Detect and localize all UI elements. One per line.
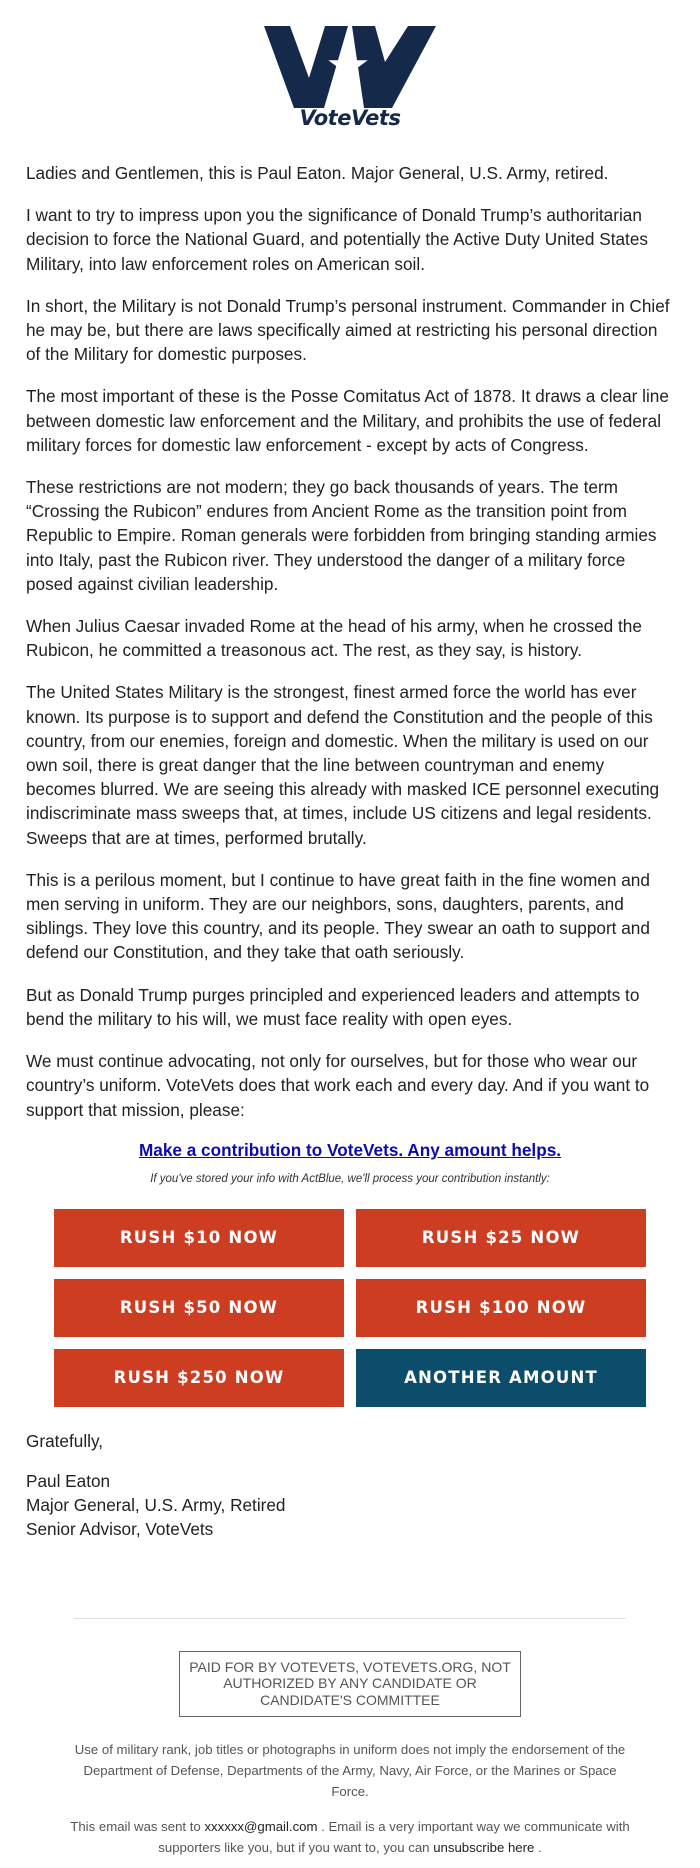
rush-250-button[interactable]: RUSH $250 NOW [54, 1349, 344, 1407]
rush-25-button[interactable]: RUSH $25 NOW [356, 1209, 646, 1267]
paragraph: We must continue advocating, not only for ourselves, but for those who wear our country’s uniform. VoteVets does that work each and every day. And if you want to support that mission, please: [26, 1051, 650, 1120]
paragraph: The United States Military is the strongest, finest armed force the world has ever known. Its purpose is to support and defend the Constitution and the people of this country, from our enemies, foreign and domestic. When the military is used on our own soil, there is great danger that the line between countryman and enemy becomes blurred. We are seeing this already with masked ICE personnel executing indiscriminate mass sweeps that, at times, include US citizens and legal residents. Sweeps that are at times, performed brutally. [26, 682, 660, 848]
rush-50-button[interactable]: RUSH $50 NOW [54, 1279, 344, 1337]
email-notice [70, 1816, 630, 1858]
logo[interactable] [0, 0, 700, 148]
paragraph: When Julius Caesar invaded Rome at the head of his army, when he crossed the Rubicon, he committed a treasonous act. The rest, as they say, is history. [26, 616, 642, 661]
votevets-logo-icon [264, 26, 436, 108]
contribution-cta [0, 1140, 700, 1161]
paragraph: These restrictions are not modern; they go back thousands of years. The term “Crossing the Rubicon” endures from Ancient Rome as the transition point from Republic to Empire. Roman generals were forbidden from bringing standing armies into Italy, past the Rubicon river. They understood the danger of a military force posed against civilian leadership. [26, 477, 657, 594]
brand-wordmark: VoteVets [299, 106, 401, 130]
signer-name: Paul Eaton [26, 1470, 111, 1491]
rank-disclaimer: Use of military rank, job titles or photographs in uniform does not imply the endorsement of the Department of Defense, Departments of the Army, Navy, Air Force, or the Marines or Space Force. [74, 1742, 626, 1800]
rush-100-button[interactable]: RUSH $100 NOW [356, 1279, 646, 1337]
letter-body [0, 161, 700, 1122]
donate-button-grid [54, 1209, 646, 1407]
paragraph: In short, the Military is not Donald Trump’s personal instrument. Commander in Chief he may be, but there are laws specifically aimed at restricting his personal direction of the Military for domestic purposes. [26, 295, 670, 365]
sent-suffix: . Email is a very important way we communicate with supporters like you, but if you want to, you can [158, 1819, 630, 1856]
signer-role: Senior Advisor, VoteVets [26, 1519, 214, 1540]
contribution-link[interactable]: Make a contribution to VoteVets. Any amount helps. [138, 1139, 562, 1160]
paragraph: But as Donald Trump purges principled and experienced leaders and attempts to bend the military to his will, we must face reality with open eyes. [26, 984, 640, 1029]
recipient-email: xxxxxx@gmail.com [204, 1819, 318, 1835]
paragraph: I want to try to impress upon you the significance of Donald Trump’s authoritarian decision to force the National Guard, and potentially the Active Duty United States Military, into law enforcement roles on American soil. [26, 205, 648, 274]
paragraph: The most important of these is the Posse Comitatus Act of 1878. It draws a clear line between domestic law enforcement and the Military, and prohibits the use of federal military forces for domestic law enforcement - except by acts of Congress. [26, 386, 669, 455]
rush-10-button[interactable]: RUSH $10 NOW [54, 1209, 344, 1267]
paragraph: This is a perilous moment, but I continue to have great faith in the fine women and men serving in uniform. They are our neighbors, sons, daughters, parents, and siblings. They love this country, and its people. They swear an oath to support and defend our Constitution, and they take that oath seriously. [26, 869, 650, 963]
sent-end: . [538, 1840, 542, 1856]
sent-prefix: This email was sent to [70, 1819, 201, 1835]
another-amount-button[interactable]: ANOTHER AMOUNT [356, 1349, 646, 1407]
signature-block [0, 1429, 700, 1542]
signer-title: Major General, U.S. Army, Retired [26, 1495, 286, 1516]
paragraph: Ladies and Gentlemen, this is Paul Eaton. Major General, U.S. Army, retired. [26, 163, 609, 183]
footer-divider [74, 1618, 626, 1619]
closing: Gratefully, [26, 1430, 104, 1451]
unsubscribe-link[interactable]: unsubscribe here [433, 1840, 535, 1856]
paid-for-box: PAID FOR BY VOTEVETS, VOTEVETS.ORG, NOT AUTHORIZED BY ANY CANDIDATE OR CANDIDATE'S COMMITTEE [179, 1651, 521, 1718]
actblue-note: If you've stored your info with ActBlue, we'll process your contribution instantly: [150, 1172, 550, 1185]
